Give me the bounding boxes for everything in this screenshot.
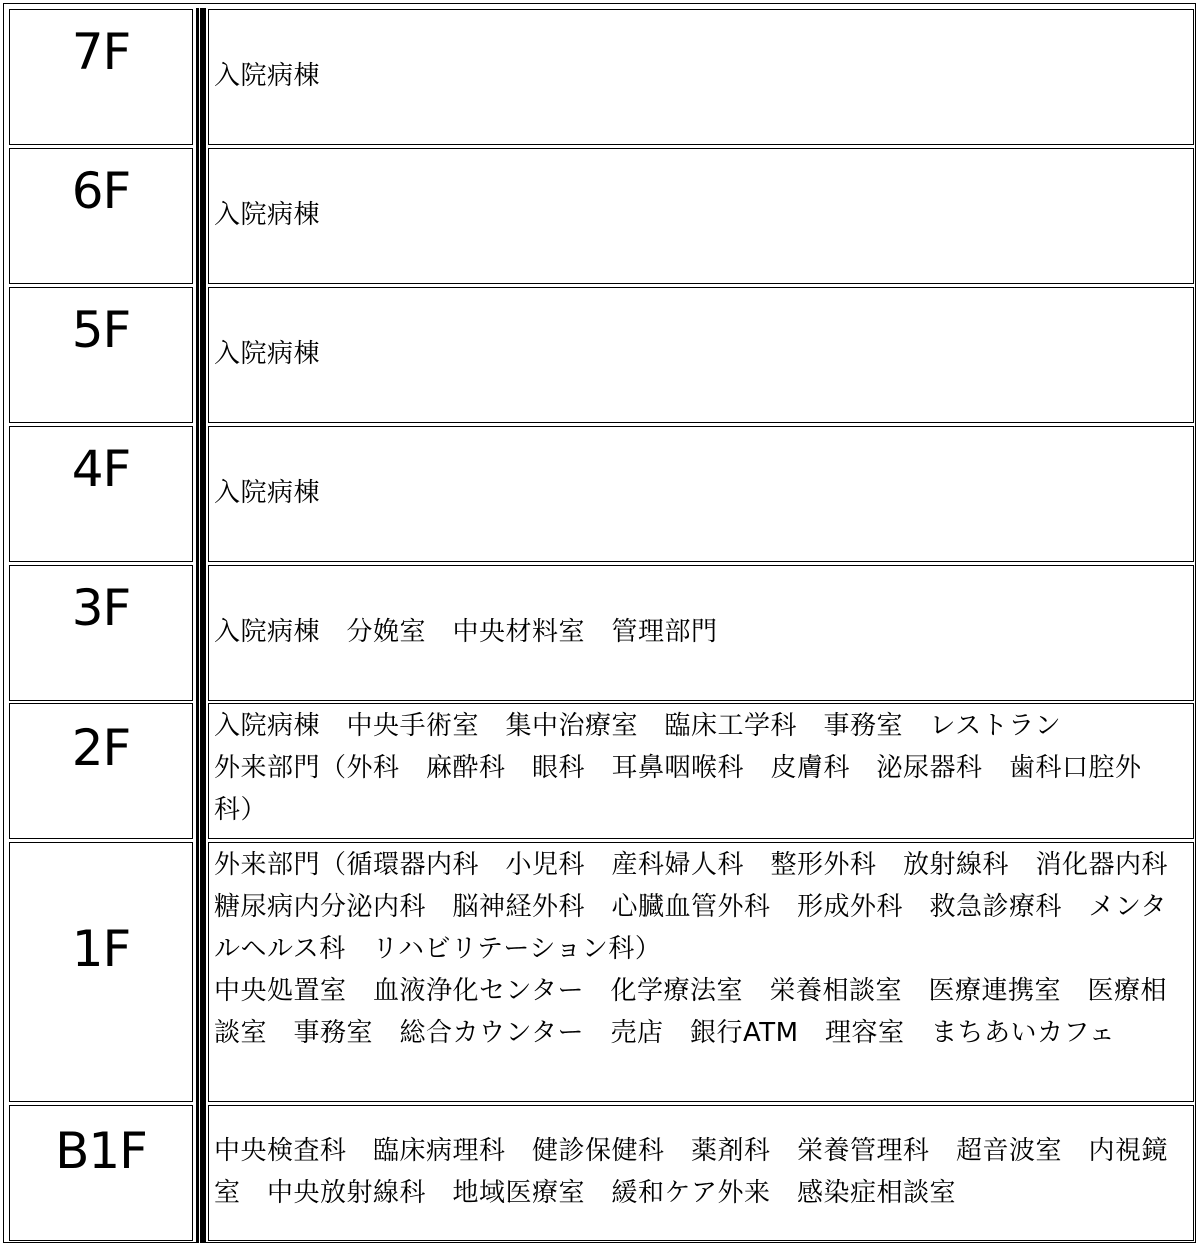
floor-row-5f — [0, 287, 1200, 423]
description-line: 入院病棟 中央手術室 集中治療室 臨床工学科 事務室 レストラン — [214, 711, 1062, 741]
floor-row-7f — [0, 9, 1200, 145]
floor-cell-7f — [9, 9, 193, 145]
floor-cell-6f — [9, 148, 193, 284]
description-line: 外来部門（循環器内科 小児科 産科婦人科 整形外科 放射線科 消化器内科 糖尿病内分泌内科 脳神経外科 心臓血管外科 形成外科 救急診療科 メンタルヘルス科 リハビリテーション科） — [214, 850, 1195, 964]
floor-label: 5F — [71, 301, 131, 359]
floor-row-6f — [0, 148, 1200, 284]
description-line: 入院病棟 — [214, 339, 321, 369]
floor-row-4f — [0, 426, 1200, 562]
floor-cell-b1f — [9, 1105, 193, 1241]
description-line: 外来部門（外科 麻酔科 眼科 耳鼻咽喉科 皮膚科 泌尿器科 歯科口腔外科） — [214, 753, 1142, 825]
floor-row-2f — [0, 703, 1200, 839]
floor-description-2f — [208, 703, 1194, 839]
floor-label: 6F — [71, 162, 131, 220]
floor-row-1f — [0, 842, 1200, 1102]
floor-description-3f — [208, 565, 1194, 701]
floor-description-6f — [208, 148, 1194, 284]
column-divider — [196, 8, 206, 1243]
floor-description-4f — [208, 426, 1194, 562]
description-line: 中央処置室 血液浄化センター 化学療法室 栄養相談室 医療連携室 医療相談室 事務室 総合カウンター 売店 銀行ATM 理容室 まちあいカフェ — [214, 976, 1167, 1048]
floor-label: 3F — [71, 579, 131, 637]
floor-label: 1F — [71, 920, 131, 978]
floor-cell-1f — [9, 842, 193, 1102]
description-line: 入院病棟 分娩室 中央材料室 管理部門 — [214, 617, 718, 647]
floor-row-b1f — [0, 1105, 1200, 1241]
floor-cell-4f — [9, 426, 193, 562]
description-line: 入院病棟 — [214, 61, 321, 91]
floor-label: B1F — [55, 1122, 147, 1180]
floor-description-1f — [208, 842, 1194, 1102]
floor-label: 7F — [71, 23, 131, 81]
floor-cell-2f — [9, 703, 193, 839]
description-line: 中央検査科 臨床病理科 健診保健科 薬剤科 栄養管理科 超音波室 内視鏡室 中央放射線科 地域医療室 緩和ケア外来 感染症相談室 — [214, 1136, 1169, 1208]
floor-description-7f — [208, 9, 1194, 145]
description-line: 入院病棟 — [214, 478, 321, 508]
description-line: 入院病棟 — [214, 200, 321, 230]
floor-cell-3f — [9, 565, 193, 701]
floor-description-5f — [208, 287, 1194, 423]
floor-label: 4F — [71, 440, 131, 498]
floor-row-3f — [0, 565, 1200, 701]
floor-label: 2F — [71, 719, 131, 777]
floor-description-b1f — [208, 1105, 1194, 1241]
floor-cell-5f — [9, 287, 193, 423]
